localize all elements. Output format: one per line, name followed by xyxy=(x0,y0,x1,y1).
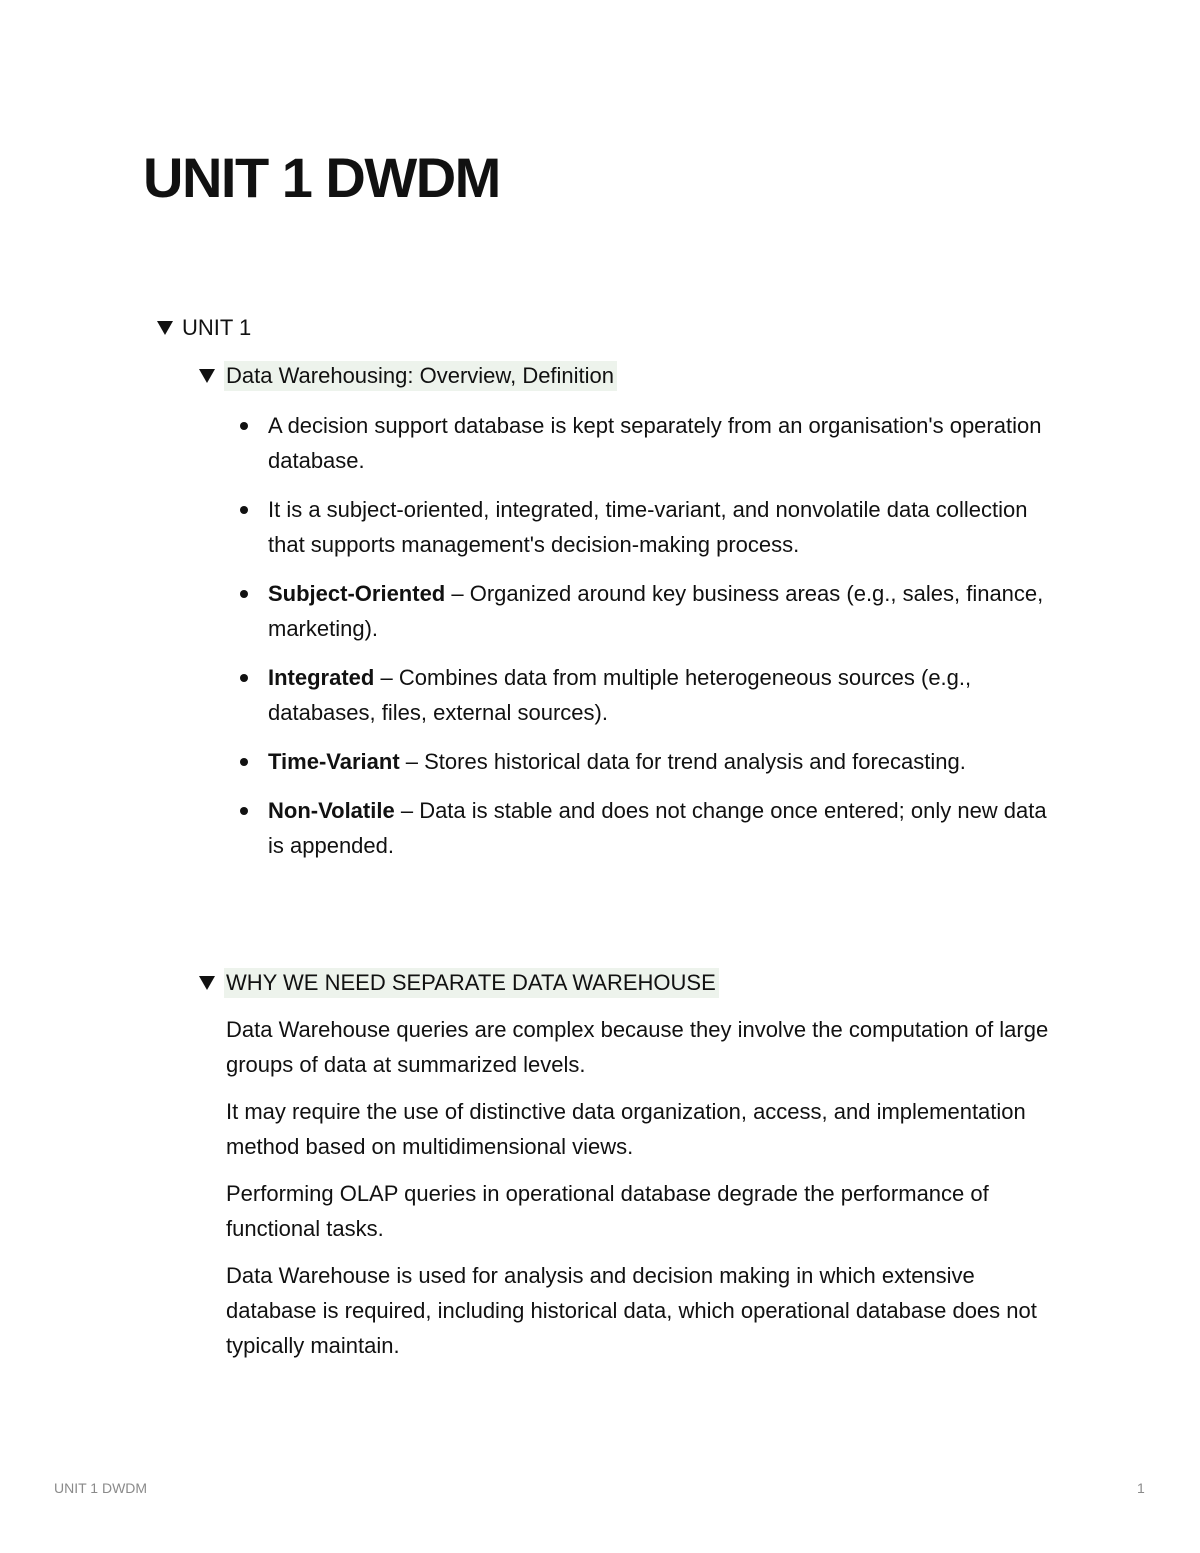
bullet-text: Combines data from multiple heterogeneous sources (e.g., databases, files, external sources). xyxy=(268,665,972,725)
triangle-down-icon[interactable] xyxy=(199,369,215,383)
footer-page-number: 1 xyxy=(1137,1480,1145,1496)
bullet-separator: – xyxy=(374,665,399,690)
list-item xyxy=(238,660,1058,730)
definition-bullet-list xyxy=(238,408,1058,877)
bullet-dot-icon xyxy=(240,506,248,514)
triangle-down-icon[interactable] xyxy=(199,976,215,990)
paragraph: Data Warehouse queries are complex because they involve the computation of large groups of data at summarized levels. xyxy=(226,1017,1049,1077)
bullet-text: It is a subject-oriented, integrated, time-variant, and nonvolatile data collection that supports management's decision-making process. xyxy=(268,497,1028,557)
toggle-why-separate-label: WHY WE NEED SEPARATE DATA WAREHOUSE xyxy=(224,968,719,998)
bullet-text: Stores historical data for trend analysis and forecasting. xyxy=(424,749,966,774)
list-item xyxy=(238,408,1058,478)
bullet-dot-icon xyxy=(240,422,248,430)
bullet-dot-icon xyxy=(240,590,248,598)
list-item xyxy=(238,793,1058,863)
list-item xyxy=(238,492,1058,562)
bullet-separator: – xyxy=(399,749,425,774)
bullet-text: A decision support database is kept separately from an organisation's operation database. xyxy=(268,413,1042,473)
list-item xyxy=(238,576,1058,646)
bullet-dot-icon xyxy=(240,674,248,682)
toggle-data-warehousing[interactable] xyxy=(199,361,617,391)
bullet-dot-icon xyxy=(240,807,248,815)
paragraph: It may require the use of distinctive data organization, access, and implementation method based on multidimensional views. xyxy=(226,1099,1026,1159)
why-paragraphs xyxy=(226,1012,1066,1375)
bullet-separator: – xyxy=(394,798,420,823)
bullet-term: Non-Volatile xyxy=(268,798,395,823)
paragraph: Performing OLAP queries in operational database degrade the performance of functional tasks. xyxy=(226,1181,989,1241)
page-title: UNIT 1 DWDM xyxy=(143,146,500,209)
bullet-dot-icon xyxy=(240,758,248,766)
paragraph: Data Warehouse is used for analysis and decision making in which extensive database is required, including historical data, which operational database does not typically maintain. xyxy=(226,1263,1037,1358)
triangle-down-icon[interactable] xyxy=(157,321,173,335)
bullet-separator: – xyxy=(445,581,470,606)
toggle-why-separate[interactable] xyxy=(199,968,719,998)
footer-document-title: UNIT 1 DWDM xyxy=(54,1480,148,1496)
toggle-unit-1[interactable] xyxy=(157,313,251,343)
list-item xyxy=(238,744,1058,779)
bullet-term: Integrated xyxy=(268,665,375,690)
bullet-term: Time-Variant xyxy=(268,749,400,774)
bullet-text: Organized around key business areas (e.g., sales, finance, marketing). xyxy=(268,581,1044,641)
bullet-text: Data is stable and does not change once entered; only new data is appended. xyxy=(268,798,1047,858)
bullet-term: Subject-Oriented xyxy=(268,581,446,606)
toggle-data-warehousing-label: Data Warehousing: Overview, Definition xyxy=(224,361,617,391)
toggle-unit-1-label: UNIT 1 xyxy=(182,315,252,340)
